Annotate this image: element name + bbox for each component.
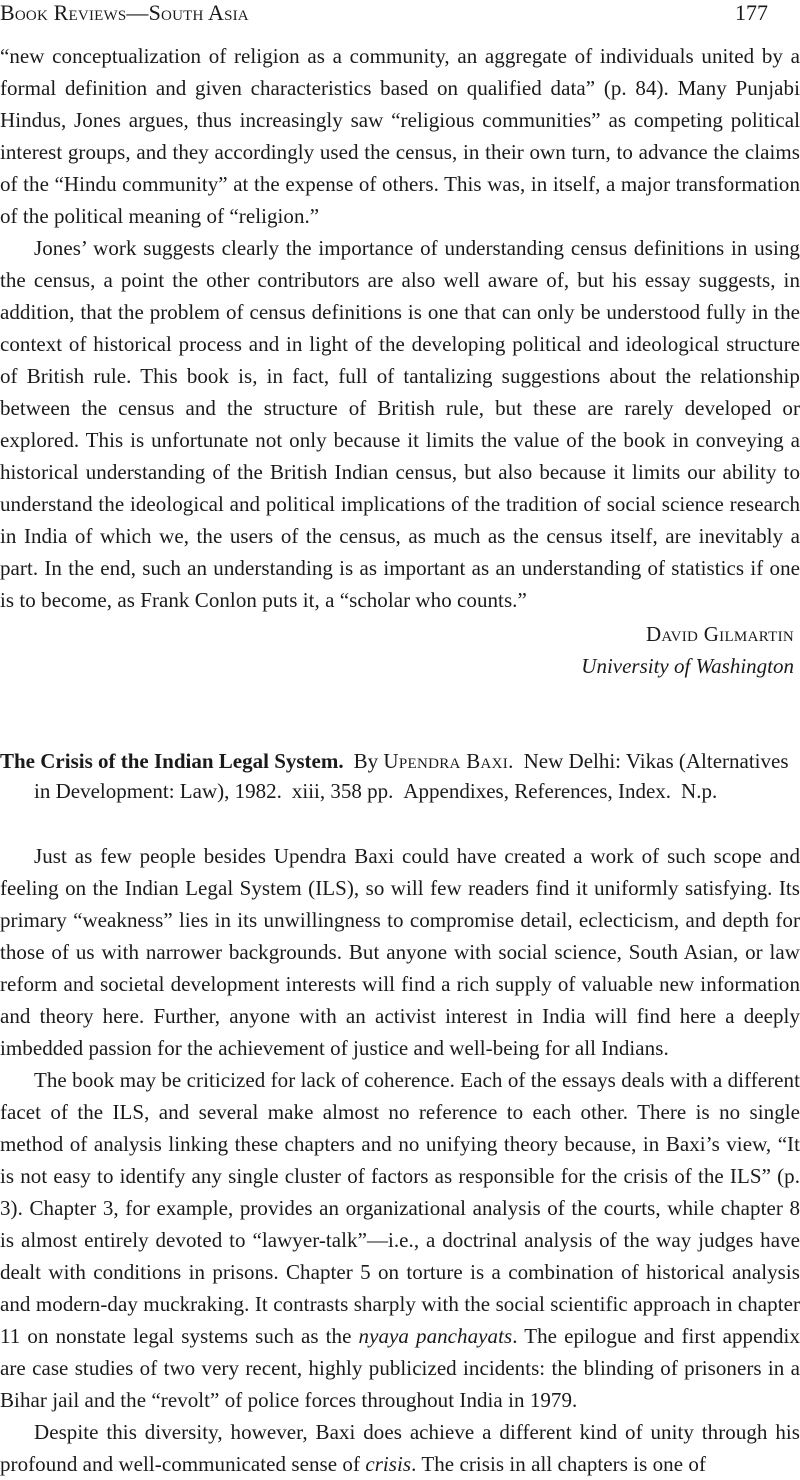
paragraph-text: . The crisis in all chapters is one of <box>411 1452 706 1476</box>
text-column <box>0 40 800 1480</box>
book-contents: Appendixes, References, Index. <box>403 779 672 803</box>
italic-term: nyaya panchayats <box>358 1324 513 1348</box>
italic-term: crisis <box>365 1452 412 1476</box>
reviewer-signature <box>0 618 800 682</box>
paragraph-text: . The epilogue and first appendix are case studies of two very recent, highly publicized incidents: the blinding of prisoners in a Bihar jail and the “revolt” of police forces throughout India in 1979. <box>0 1324 800 1412</box>
body-paragraph: Just as few people besides Upendra Baxi could have created a work of such scope and feeling on the Indian Legal System (ILS), so will few readers find it uniformly satisfying. Its primary “weakness” lies in its unwillingness to compromise detail, eclecticism, and depth for those of us with narrower backgrounds. But anyone with social science, South Asian, or law reform and societal development interests will find a rich supply of valuable new information and theory here. Further, anyone with an activist interest in India will find here a deeply imbedded passion for the achievement of justice and well-being for all Indians. <box>0 844 800 1060</box>
running-head-section: Book Reviews—South Asia <box>0 0 249 25</box>
bibliographic-heading <box>0 746 800 806</box>
running-head <box>0 0 800 30</box>
body-paragraph: “new conceptualization of religion as a community, an aggregate of individuals united by a formal definition and given characteristics based on qualified data” (p. 84). Many Punjabi Hindus, Jones argues, thus increasingly saw “religious communities” as competing political interest groups, and they accordingly used the census, in their own turn, to advance the claims of the “Hindu community” at the expense of others. This was, in itself, a major transformation of the political meaning of “religion.” <box>0 44 800 228</box>
body-paragraph <box>0 1416 800 1480</box>
reviewer-affiliation: University of Washington <box>581 654 794 678</box>
book-title: The Crisis of the Indian Legal System. <box>0 749 344 773</box>
page-count: xiii, 358 pp. <box>291 779 394 803</box>
body-paragraph: Jones’ work suggests clearly the importance of understanding census definitions in using the census, a point the other contributors are also well aware of, but his essay suggests, in addition, that the problem of census definitions is one that can only be understood fully in the context of historical process and in light of the developing political and ideological structure of British rule. This book is, in fact, full of tantalizing suggestions about the relationship between the census and the structure of British rule, but these are rarely developed or explored. This is unfortunate not only because it limits the value of the book in conveying a historical understanding of the British Indian census, but also because it limits our ability to understand the ideological and political implications of the tradition of social science research in India of which we, the users of the census, as much as the census itself, are inevitably a part. In the end, such an understanding is as important as an understanding of statistics if one is to become, as Frank Conlon puts it, a “scholar who counts.” <box>0 236 800 612</box>
book-author: Upendra Baxi. <box>383 749 514 773</box>
by-label: By <box>353 749 379 773</box>
book-price: N.p. <box>681 779 718 803</box>
publication-info: New Delhi: Vikas (Alternatives in Development: Law), 1982. <box>34 749 789 803</box>
paragraph-text: Despite this diversity, however, Baxi does achieve a different kind of unity through his profound and well-communicated sense of <box>0 1420 800 1476</box>
previous-review-ending <box>0 40 800 682</box>
body-paragraph <box>0 1064 800 1416</box>
page-number: 177 <box>735 0 768 25</box>
review-body <box>0 840 800 1480</box>
reviewer-name: David Gilmartin <box>645 622 794 646</box>
book-review <box>0 746 800 1480</box>
paragraph-text: The book may be criticized for lack of coherence. Each of the essays deals with a different facet of the ILS, and several make almost no reference to each other. There is no single method of analysis linking these chapters and no unifying theory because, in Baxi’s view, “It is not easy to identify any single cluster of factors as responsible for the crisis of the ILS” (p. 3). Chapter 3, for example, provides an organizational analysis of the courts, while chapter 8 is almost entirely devoted to “lawyer-talk”—i.e., a doctrinal analysis of the way judges have dealt with conditions in prisons. Chapter 5 on torture is a combination of historical analysis and modern-day muckraking. It contrasts sharply with the social scientific approach in chapter 11 on nonstate legal systems such as the <box>0 1068 800 1348</box>
